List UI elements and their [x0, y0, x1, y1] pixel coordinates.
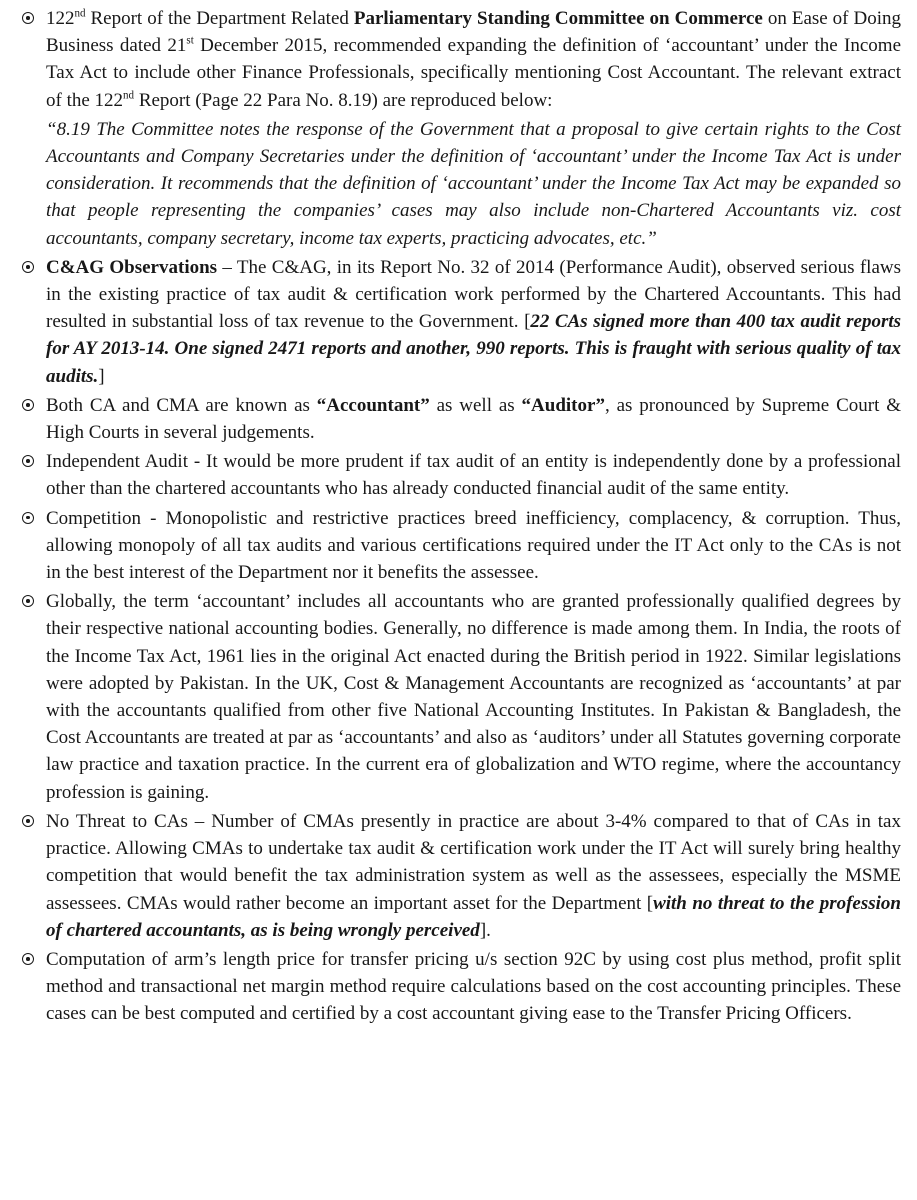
bullet-item-competition [22, 505, 901, 587]
text-run-bold-italic: with no threat to the profession of chartered accountants, as is being wrongly perceived [46, 892, 901, 941]
block-quote-committee-extract [22, 116, 901, 252]
bullet-item-independent-audit [22, 448, 901, 502]
text-run: 122 [46, 8, 75, 29]
text-run-bold: Parliamentary Standing Committee on Commerce [353, 8, 763, 29]
bullet-text [46, 588, 901, 806]
text-run: – The C&AG, in its Report No. 32 of 2014 (Performance Audit), observed serious flaws in the existing practice of tax audit & certification work performed by the Chartered Accountants. This had resulted in substantial loss of tax revenue to the Government. [ [46, 256, 901, 333]
bullet-marker-icon [22, 399, 34, 411]
bullet-marker-icon [22, 261, 34, 273]
bullet-text [46, 392, 901, 446]
superscript-ordinal: st [186, 34, 194, 47]
text-run: ] [98, 365, 105, 387]
bullet-marker-icon [22, 12, 34, 24]
text-run-bold: “Accountant” [316, 394, 430, 416]
text-run: as well as [429, 394, 522, 416]
bullet-item-parliamentary-report [22, 5, 901, 114]
text-run: ]. [479, 919, 491, 941]
bullet-marker-icon [22, 815, 34, 827]
text-run-bold: “Auditor” [521, 394, 605, 416]
bullet-item-transfer-pricing [22, 946, 901, 1028]
bullet-item-cag-observations [22, 254, 901, 390]
superscript-ordinal: nd [74, 7, 86, 20]
superscript-ordinal: nd [123, 89, 135, 102]
text-run: Computation of arm’s length price for transfer pricing u/s section 92C by using cost plus method, profit split method and transactional net margin method require calculations based on the cost accounting principles. These cases can be best computed and certified by a cost accountant giving ease to the Transfer Pricing Officers. [46, 948, 901, 1025]
text-run: Competition - Monopolistic and restrictive practices breed inefficiency, complacency, & corruption. Thus, allowing monopoly of all tax audits and various certifications required under the IT Act only to the CAs is not in the best interest of the Department nor it benefits the assessee. [46, 507, 901, 584]
bullet-item-no-threat-to-cas [22, 808, 901, 944]
text-run: Report (Page 22 Para No. 8.19) are reproduced below: [134, 89, 553, 111]
text-run: No Threat to CAs – Number of CMAs presently in practice are about 3-4% compared to that of CAs in tax practice. Allowing CMAs to undertake tax audit & certification work under the IT Act will surely bring healthy competition that would benefit the tax administration system as well as the assessees, especially the MSME assessees. CMAs would rather become an important asset for the Department [ [46, 810, 901, 914]
bullet-text [46, 946, 901, 1028]
text-run: Independent Audit - It would be more prudent if tax audit of an entity is independently done by a professional other than the chartered accountants who has already conducted financial audit of the same entity. [46, 451, 901, 500]
text-run: Both CA and CMA are known as [46, 394, 317, 416]
bullet-marker-icon [22, 455, 34, 467]
text-run: , as pronounced by Supreme Court & High Courts in several judgements. [46, 394, 901, 444]
text-run: Report of the Department Related [85, 8, 354, 29]
text-run-italic: “8.19 The Committee notes the response of the Government that a proposal to give certain rights to the Cost Accountants and Company Secretaries under the definition of ‘accountant’ under the Income Tax Act is under consideration. It recommends that the definition of ‘accountant’ under the Income Tax Act may be expanded so that people representing the companies’ cases may also include non-Chartered Accountants viz. cost accountants, company secretary, income tax experts, practicing advocates, etc.” [46, 118, 901, 249]
quote-text [46, 116, 901, 252]
text-run-bold-italic: 22 CAs signed more than 400 tax audit reports for AY 2013-14. One signed 2471 reports and another, 990 reports. This is fraught with serious quality of tax audits. [46, 311, 902, 387]
bullet-marker-icon [22, 953, 34, 965]
text-run: Globally, the term ‘accountant’ includes all accountants who are granted professionally qualified degrees by their respective national accounting bodies. Generally, no difference is made among them. In India, the roots of the Income Tax Act, 1961 lies in the original Act enacted during the British period in 1922. Similar legislations were adopted by Pakistan. In the UK, Cost & Management Accountants are recognized as ‘accountants’ at par with the accountants qualified from other five National Accounting Institutes. In Pakistan & Bangladesh, the Cost Accountants are treated at par as ‘accountants’ and also as ‘auditors’ under all Statutes governing corporate law practice and taxation practice. In the current era of globalization and WTO regime, where the accountancy profession is gaining. [46, 591, 901, 803]
bullet-text [46, 448, 901, 502]
bullet-text [46, 505, 901, 587]
bullet-text [46, 808, 901, 944]
bullet-text [46, 5, 901, 114]
bullet-item-accountant-auditor [22, 392, 901, 446]
text-run: on Ease of Doing Business dated 21 [46, 8, 901, 57]
bullet-marker-icon [22, 595, 34, 607]
bullet-item-globally [22, 588, 901, 806]
bullet-marker-icon [22, 512, 34, 524]
text-run: December 2015, recommended expanding the definition of ‘accountant’ under the Income Tax Act to include other Finance Professionals, specifically mentioning Cost Accountant. The relevant extract of the 122 [46, 35, 901, 111]
bullet-text [46, 254, 901, 390]
text-run-bold: C&AG Observations [46, 256, 218, 278]
